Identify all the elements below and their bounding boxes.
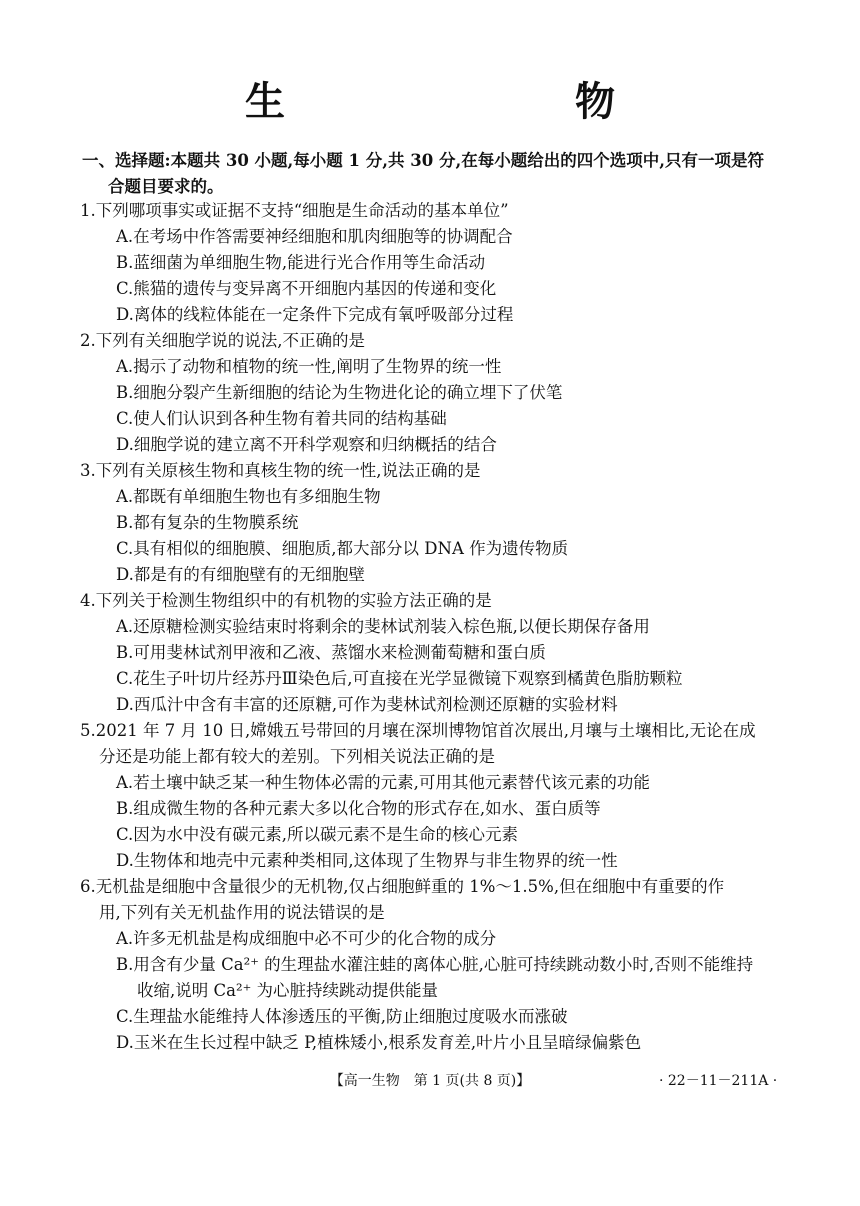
question-2 — [80, 328, 790, 458]
question-stem: 5.2021 年 7 月 10 日,嫦娥五号带回的月壤在深圳博物馆首次展出,月壤与土壤相比,无论在成 — [80, 721, 756, 740]
option-d: D.细胞学说的建立离不开科学观察和归纳概括的结合 — [116, 435, 497, 454]
question-1 — [80, 198, 790, 328]
section-instructions-line1: 一、选择题:本题共 30 小题,每小题 1 分,共 30 分,在每小题给出的四个选项中,只有一项是符 — [82, 151, 764, 170]
question-5 — [80, 718, 790, 874]
question-stem: 6.无机盐是细胞中含量很少的无机物,仅占细胞鲜重的 1%～1.5%,但在细胞中有重要的作 — [80, 877, 725, 896]
option-b: B.组成微生物的各种元素大多以化合物的形式存在,如水、蛋白质等 — [116, 799, 601, 818]
question-stem: 3.下列有关原核生物和真核生物的统一性,说法正确的是 — [80, 461, 481, 480]
option-b: B.用含有少量 Ca²⁺ 的生理盐水灌注蛙的离体心脏,心脏可持续跳动数小时,否则不能维持 — [116, 955, 754, 974]
question-stem: 2.下列有关细胞学说的说法,不正确的是 — [80, 331, 365, 350]
option-b: B.细胞分裂产生新细胞的结论为生物进化论的确立埋下了伏笔 — [116, 383, 563, 402]
question-4 — [80, 588, 790, 718]
option-c: C.具有相似的细胞膜、细胞质,都大部分以 DNA 作为遗传物质 — [116, 539, 569, 558]
option-b-continued: 收缩,说明 Ca²⁺ 为心脏持续跳动提供能量 — [137, 981, 439, 1000]
option-a: A.还原糖检测实验结束时将剩余的斐林试剂装入棕色瓶,以便长期保存备用 — [116, 617, 650, 636]
footer-page-info: 【高一生物 第 1 页(共 8 页)】 — [329, 1073, 531, 1089]
question-list — [80, 198, 790, 1056]
option-b: B.都有复杂的生物膜系统 — [116, 513, 299, 532]
page-title: 生 物 — [245, 78, 685, 125]
option-c: C.花生子叶切片经苏丹Ⅲ染色后,可直接在光学显微镜下观察到橘黄色脂肪颗粒 — [116, 669, 683, 688]
option-c: C.熊猫的遗传与变异离不开细胞内基因的传递和变化 — [116, 279, 497, 298]
question-3 — [80, 458, 790, 588]
option-c: C.生理盐水能维持人体渗透压的平衡,防止细胞过度吸水而涨破 — [116, 1007, 568, 1026]
option-d: D.离体的线粒体能在一定条件下完成有氧呼吸部分过程 — [116, 305, 514, 324]
section-instructions — [82, 148, 782, 200]
option-a: A.许多无机盐是构成细胞中必不可少的化合物的成分 — [116, 929, 497, 948]
option-b: B.蓝细菌为单细胞生物,能进行光合作用等生命活动 — [116, 253, 486, 272]
option-a: A.若土壤中缺乏某一种生物体必需的元素,可用其他元素替代该元素的功能 — [116, 773, 650, 792]
footer-exam-code: · 22－11－211A · — [659, 1073, 778, 1089]
question-6 — [80, 874, 790, 1056]
question-stem-continued: 用,下列有关无机盐作用的说法错误的是 — [99, 903, 385, 922]
option-d: D.西瓜汁中含有丰富的还原糖,可作为斐林试剂检测还原糖的实验材料 — [116, 695, 618, 714]
question-stem: 1.下列哪项事实或证据不支持“细胞是生命活动的基本单位” — [80, 201, 509, 220]
option-a: A.都既有单细胞生物也有多细胞生物 — [116, 487, 381, 506]
question-stem-continued: 分还是功能上都有较大的差别。下列相关说法正确的是 — [99, 747, 495, 766]
option-d: D.都是有的有细胞壁有的无细胞壁 — [116, 565, 365, 584]
option-d: D.玉米在生长过程中缺乏 P,植株矮小,根系发育差,叶片小且呈暗绿偏紫色 — [116, 1033, 642, 1052]
option-c: C.因为水中没有碳元素,所以碳元素不是生命的核心元素 — [116, 825, 519, 844]
option-d: D.生物体和地壳中元素种类相同,这体现了生物界与非生物界的统一性 — [116, 851, 618, 870]
section-instructions-line2: 合题目要求的。 — [108, 177, 224, 196]
option-b: B.可用斐林试剂甲液和乙液、蒸馏水来检测葡萄糖和蛋白质 — [116, 643, 546, 662]
option-a: A.揭示了动物和植物的统一性,阐明了生物界的统一性 — [116, 357, 502, 376]
option-c: C.使人们认识到各种生物有着共同的结构基础 — [116, 409, 447, 428]
option-a: A.在考场中作答需要神经细胞和肌肉细胞等的协调配合 — [116, 227, 513, 246]
question-stem: 4.下列关于检测生物组织中的有机物的实验方法正确的是 — [80, 591, 492, 610]
